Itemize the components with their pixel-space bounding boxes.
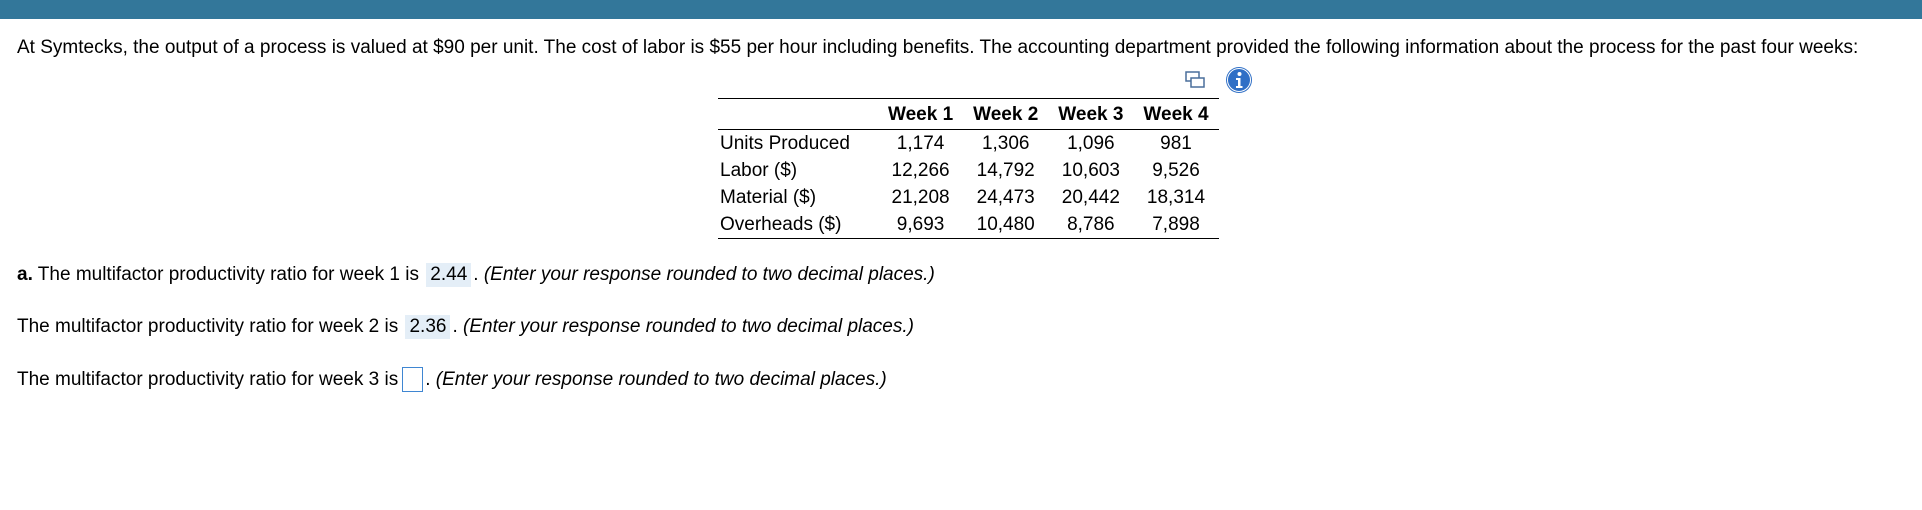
column-header: Week 2 <box>973 104 1039 125</box>
table-cell: 9,526 <box>1152 159 1200 181</box>
rounding-hint: (Enter your response rounded to two decimal places.) <box>435 369 887 390</box>
table-cell: 20,442 <box>1061 186 1120 208</box>
table-cell: 8,786 <box>1067 213 1115 235</box>
table-cell: 10,480 <box>976 213 1035 235</box>
info-icon[interactable] <box>1225 66 1253 94</box>
table-cell: 12,266 <box>891 159 950 181</box>
row-label: Labor ($) <box>720 159 798 181</box>
row-label: Units Produced <box>720 132 850 154</box>
row-label: Overheads ($) <box>720 213 842 235</box>
question-a: a. The multifactor productivity ratio for week 1 is 2.44 . (Enter your response rounded to two decimal places.) <box>17 264 935 285</box>
table-header-row <box>718 99 1219 130</box>
rounding-hint: (Enter your response rounded to two decimal places.) <box>483 264 935 285</box>
process-data-table <box>718 98 1219 239</box>
header-bar <box>0 0 1922 19</box>
table-tools <box>1185 66 1225 94</box>
copy-icon[interactable] <box>1185 71 1205 89</box>
column-header: Week 4 <box>1143 104 1209 125</box>
problem-statement: At Symtecks, the output of a process is valued at $90 per unit. The cost of labor is $55 per hour including benefits. The accounting department provided the following information about the process for the past four weeks: <box>17 37 1859 58</box>
rounding-hint: (Enter your response rounded to two decimal places.) <box>463 316 914 337</box>
table-cell: 1,306 <box>981 132 1030 154</box>
table-cell: 7,898 <box>1152 213 1200 235</box>
table-cell: 981 <box>1160 132 1192 154</box>
table-row <box>718 157 1219 184</box>
table-cell: 14,792 <box>976 159 1035 181</box>
table-cell: 10,603 <box>1061 159 1120 181</box>
table-row <box>718 211 1219 239</box>
answer-week2[interactable]: 2.36 <box>405 315 450 339</box>
row-label: Material ($) <box>720 186 817 208</box>
table-cell: 9,693 <box>896 213 945 235</box>
table-row <box>718 184 1219 211</box>
column-header: Week 3 <box>1058 104 1124 125</box>
question-text: The multifactor productivity ratio for week 1 is <box>32 264 419 285</box>
table-cell: 18,314 <box>1146 186 1206 208</box>
part-label: a. <box>17 264 33 285</box>
table-cell: 1,096 <box>1067 132 1115 154</box>
table-row <box>718 130 1219 158</box>
question-text: The multifactor productivity ratio for week 2 is <box>17 316 399 337</box>
question-b: The multifactor productivity ratio for week 2 is 2.36 . (Enter your response rounded to two decimal places.) <box>17 316 914 337</box>
table-cell: 1,174 <box>896 132 945 154</box>
question-text: The multifactor productivity ratio for week 3 is <box>17 369 399 390</box>
answer-week3-input[interactable] <box>402 367 423 392</box>
table-cell: 21,208 <box>891 186 950 208</box>
column-header: Week 1 <box>888 104 954 125</box>
question-c: The multifactor productivity ratio for week 3 is . (Enter your response rounded to two decimal places.) <box>17 369 887 390</box>
table-corner <box>718 99 878 130</box>
answer-week1[interactable]: 2.44 <box>426 263 471 287</box>
table-cell: 24,473 <box>976 186 1035 208</box>
